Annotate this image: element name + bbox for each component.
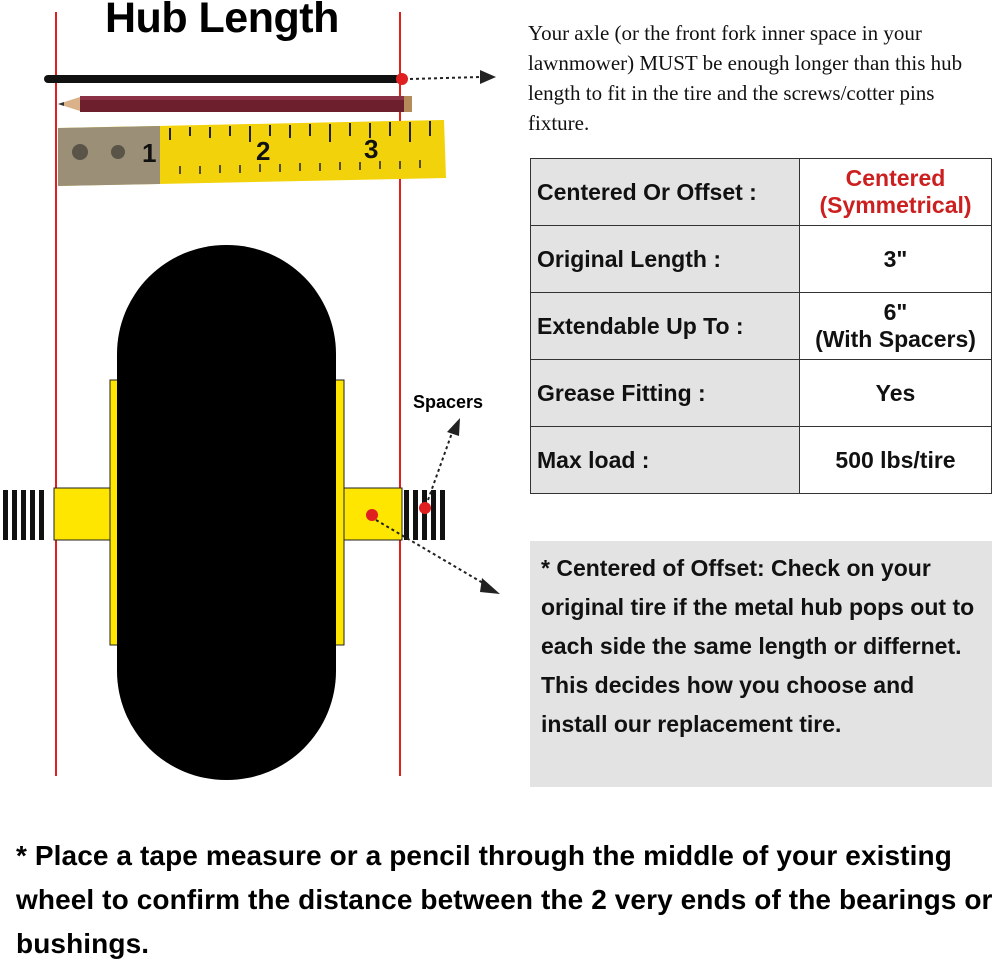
- spec-label: Max load :: [531, 427, 800, 494]
- spec-row: [531, 159, 992, 226]
- spec-value-line1: Yes: [875, 379, 916, 406]
- tape-digit-3: 3: [364, 134, 379, 164]
- spec-value: [800, 360, 992, 427]
- spec-row: [531, 226, 992, 293]
- spec-label: Grease Fitting :: [531, 360, 800, 427]
- tape-measure: [58, 120, 446, 186]
- tape-digit-2: 2: [256, 136, 271, 166]
- spec-row: [531, 360, 992, 427]
- intro-text: Your axle (or the front fork inner space in your lawnmower) MUST be enough longer than this hub length to fit in the tire and the screws/cotter pins fixture.: [528, 21, 963, 135]
- tape-digit-1: 1: [142, 138, 157, 168]
- spec-value: [800, 226, 992, 293]
- pencil: [58, 96, 412, 112]
- offset-note: * Centered of Offset: Check on your original tire if the metal hub pops out to each side the same length or differnet. This decides how you choose and install our replacement tire.: [530, 541, 992, 787]
- spec-value: [800, 427, 992, 494]
- spec-label: Original Length :: [531, 226, 800, 293]
- measuring-rod: [44, 75, 400, 83]
- spec-value-line1: 6": [883, 299, 908, 325]
- hub-marker-dot: [366, 509, 378, 521]
- spacer-pointer-line: [428, 430, 453, 500]
- spec-value-line1: 3": [883, 245, 908, 272]
- spec-value-line2: (With Spacers): [815, 326, 976, 352]
- spacers-label: Spacers: [413, 392, 484, 412]
- spec-row: [531, 293, 992, 360]
- spec-value-line1: Centered: [845, 165, 946, 191]
- hub-pointer-arrow-icon: [480, 578, 500, 594]
- diagram-title: Hub Length: [105, 0, 339, 42]
- spec-value-line2: (Symmetrical): [819, 192, 972, 218]
- spec-value: [800, 159, 992, 226]
- spacer-pointer-arrow-icon: [447, 418, 460, 436]
- spec-table: [530, 158, 992, 494]
- left-hub-tube: [54, 488, 114, 540]
- spec-row: [531, 427, 992, 494]
- hub-diagram: [0, 0, 520, 800]
- spec-label: Centered Or Offset :: [531, 159, 800, 226]
- right-spacers: [404, 490, 445, 540]
- spec-label: Extendable Up To :: [531, 293, 800, 360]
- spec-value: [800, 293, 992, 360]
- left-spacers: [3, 490, 44, 540]
- spacer-marker-dot: [419, 502, 431, 514]
- rod-pointer-line: [410, 77, 480, 79]
- rod-end-dot: [396, 73, 408, 85]
- spec-value-line1: 500 lbs/tire: [835, 446, 956, 473]
- tire: [117, 245, 336, 780]
- measurement-instruction: * Place a tape measure or a pencil through the middle of your existing wheel to confirm the distance between the 2 very ends of the bearings or bushings.: [16, 840, 993, 959]
- rod-pointer-arrow-icon: [480, 70, 496, 84]
